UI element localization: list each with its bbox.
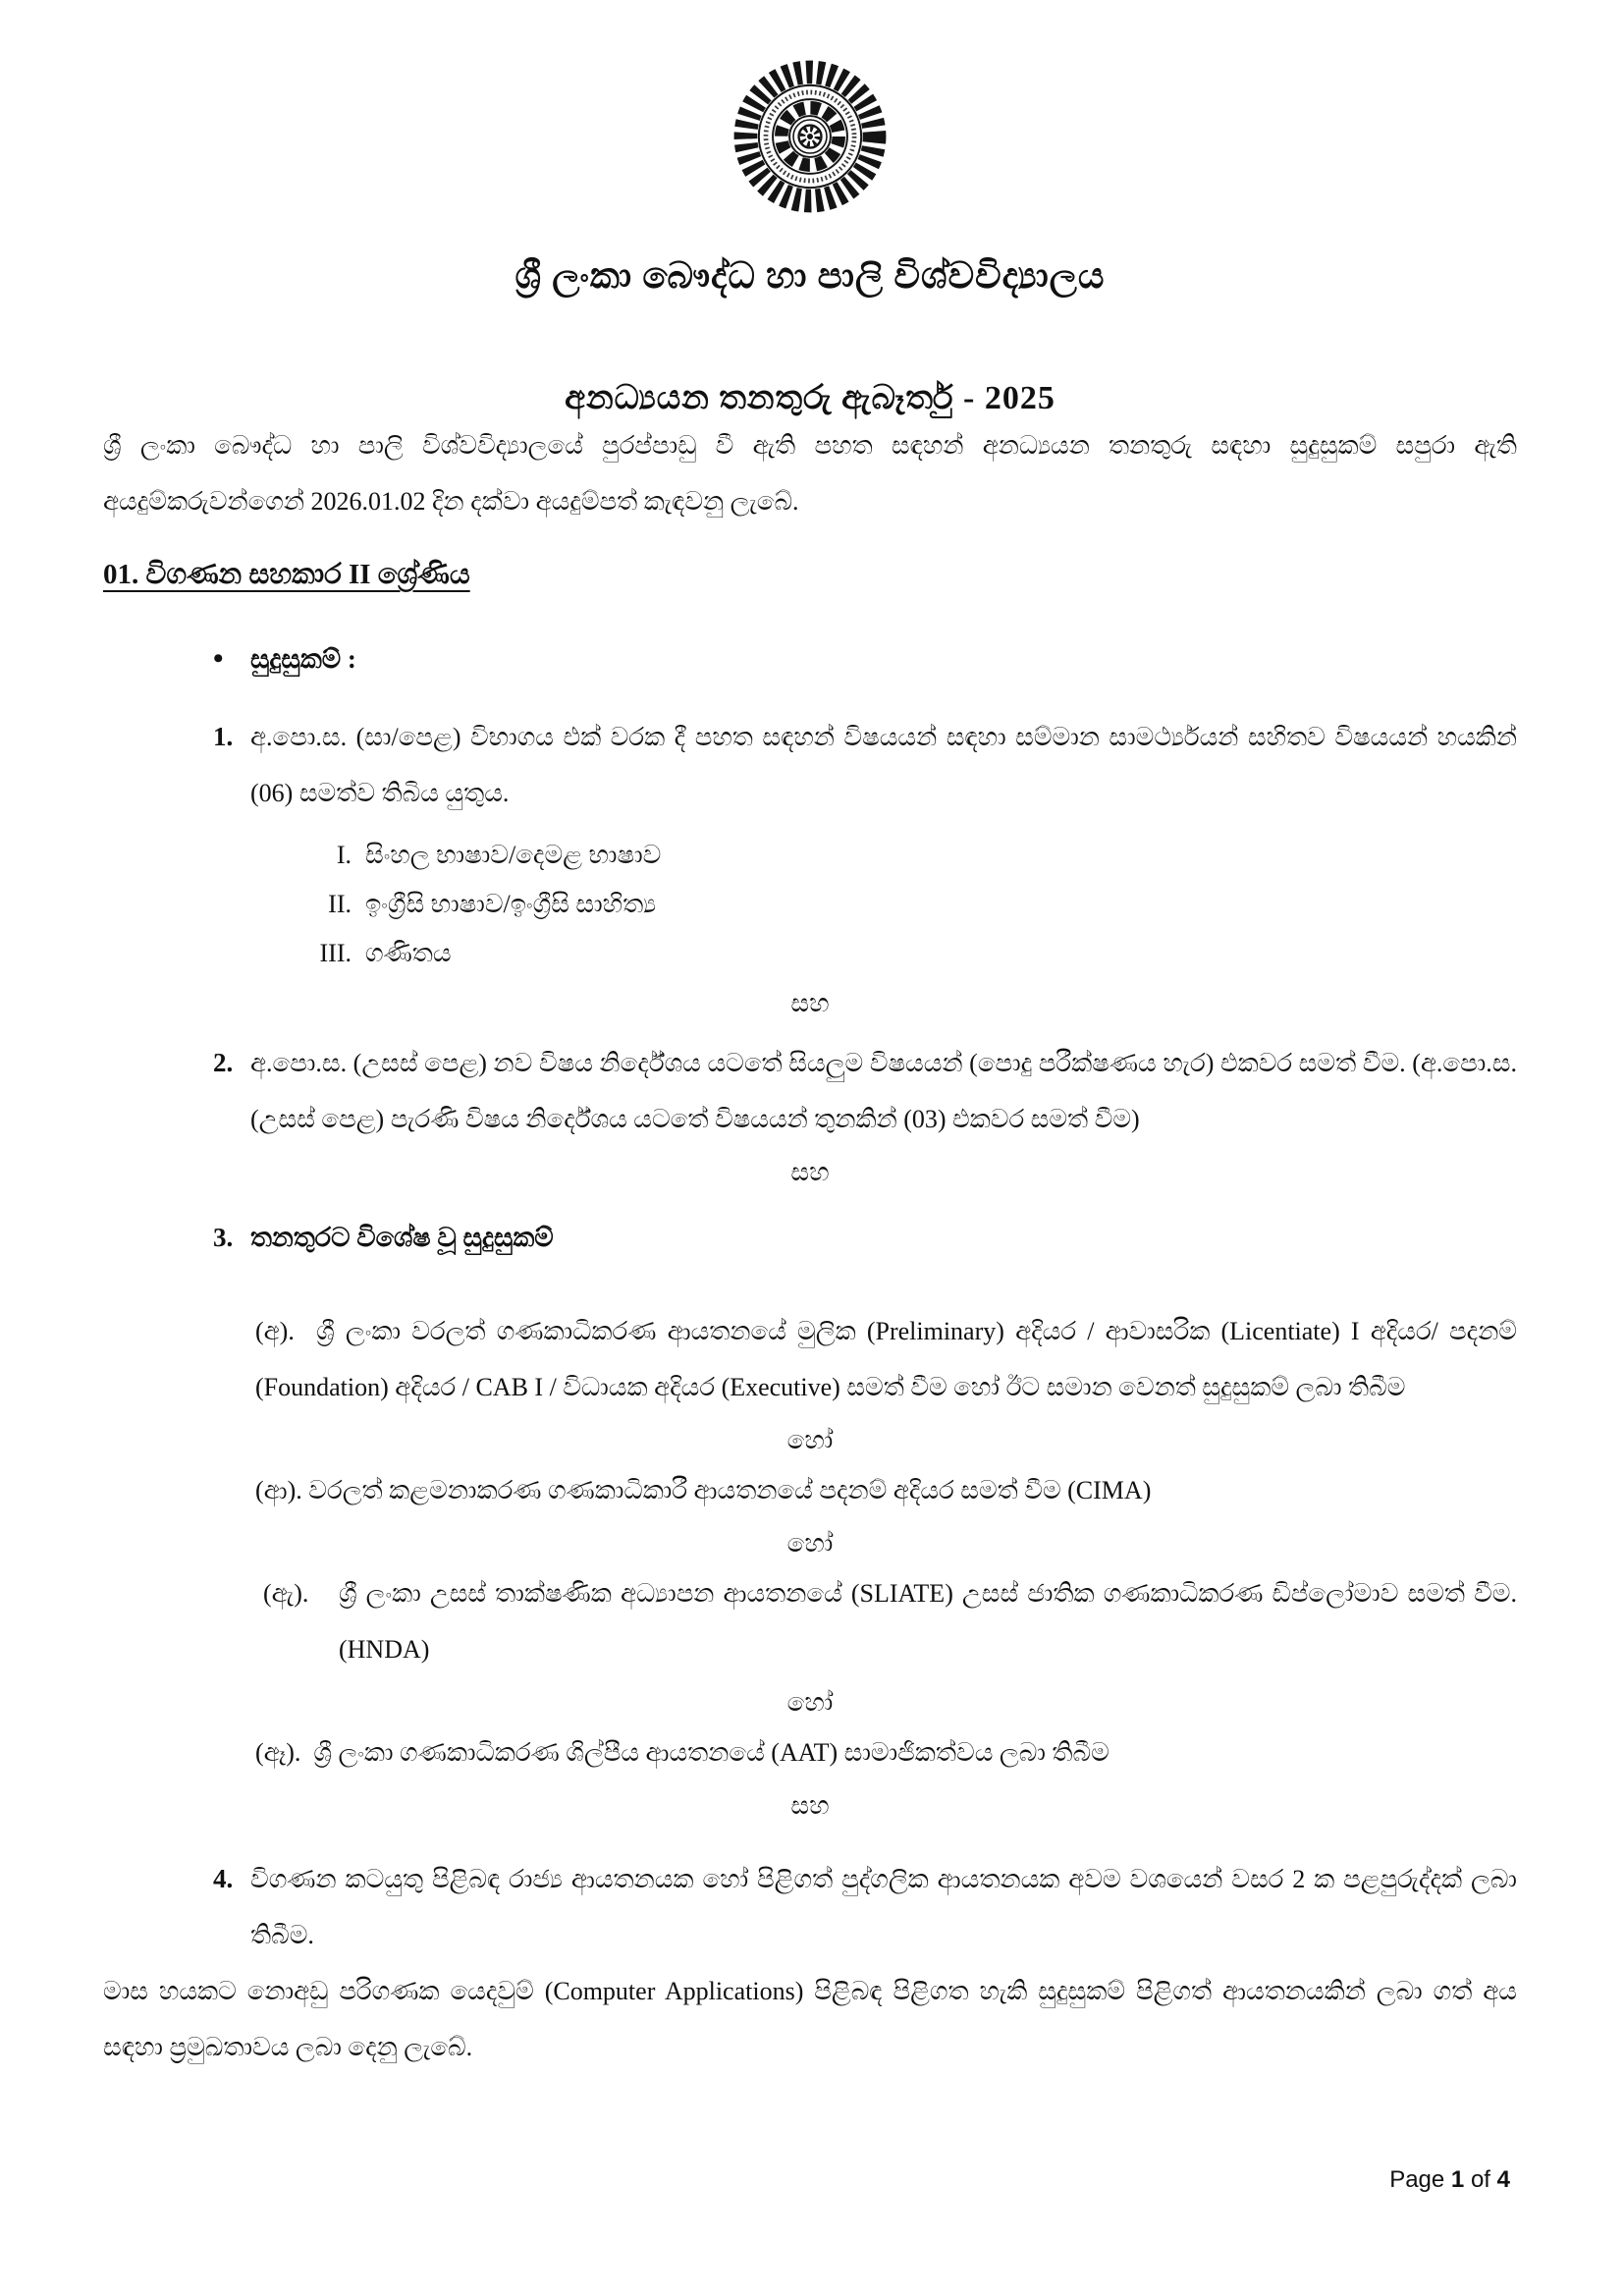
qualification-item-4 — [103, 1851, 1517, 1963]
option-a — [103, 1303, 1517, 1415]
option-d — [103, 1724, 1517, 1780]
option-label: (ඇ). — [263, 1579, 309, 1608]
page-footer — [1389, 2166, 1510, 2194]
item-number: 4. — [213, 1864, 234, 1893]
option-b — [103, 1462, 1517, 1518]
connector-or: හෝ — [786, 1529, 834, 1558]
qualification-item-2 — [103, 1035, 1517, 1147]
subject-text: ගණිතය — [365, 939, 452, 967]
connector-and: සහ — [790, 1791, 830, 1820]
connector-and: සහ — [790, 1158, 830, 1186]
item3-heading-text: තනතුරට විශේෂ වූ සුදුසුකම් — [250, 1223, 554, 1252]
connector-and: සහ — [790, 989, 830, 1017]
connector-or: හෝ — [786, 1426, 834, 1454]
connector-or: හෝ — [786, 1688, 834, 1717]
qualification-item-1 — [103, 709, 1517, 821]
closing-paragraph: මාස හයකට නොඅඩු පරිගණක යෙදවුම් (Computer Applications) පිළිබඳ පිළිගත හැකි සුදුසුකම් පිළිගත් ආයතනයකින් ලබා ගත් අය සඳහා ප්‍රමුඛතාවය ලබා දෙනු ලැබේ. — [103, 1977, 1517, 2061]
footer-page-number: 1 — [1450, 2166, 1465, 2193]
qualifications-label-row — [103, 642, 1517, 676]
bullet-icon: • — [213, 642, 224, 675]
footer-of-word: of — [1470, 2166, 1490, 2193]
item-number: 1. — [213, 722, 234, 751]
footer-page-word: Page — [1389, 2166, 1445, 2193]
subject-row — [103, 831, 1517, 880]
option-label: (ඈ). — [255, 1738, 301, 1767]
qualifications-label: සුදුසුකම් : — [250, 644, 356, 674]
subject-row — [103, 880, 1517, 929]
item-number: 2. — [213, 1048, 234, 1077]
option-text: (අ). ශ්‍රී ලංකා වරලත් ගණකාධිකරණ ආයතනයේ මුලික (Preliminary) අදියර / ආවාසරික (Licentiate) I අදියර/ පදනම් (Foundation) අදියර / CAB I / විධායක අදියර (Executive) සමත් වීම හෝ ඊට සමාන වෙනත් සුදුසුකම් ලබා තිබීම — [255, 1317, 1517, 1401]
item-number: 3. — [213, 1223, 234, 1252]
option-text: (ආ). වරලත් කළමනාකරණ ගණකාධිකාරී ආයතනයේ පදනම් අදියර සමත් වීම (CIMA) — [255, 1476, 1152, 1504]
option-label: (අ). — [255, 1317, 295, 1345]
subject-numeral: II. — [328, 890, 352, 918]
footer-total-pages: 4 — [1496, 2166, 1510, 2193]
qualification-item-3-heading — [103, 1210, 1517, 1266]
subject-row — [103, 929, 1517, 978]
university-name: ශ්‍රී ලංකා බෞද්ධ හා පාලි විශ්වවිද්‍යාලය — [514, 256, 1106, 297]
option-text: ශ්‍රී ලංකා උසස් තාක්ෂණික අධ්‍යාපන ආයතනයේ (SLIATE) උසස් ජාතික ගණකාධිකරණ ඩිප්ලෝමාව සමත් වීම. (HNDA) — [339, 1579, 1517, 1664]
item-text: විගණන කටයුතු පිළිබඳ රාජ්‍ය ආයතනයක හෝ පිළිගත් පුද්ගලික ආයතනයක අවම වශයෙන් වසර 2 ක පළපුරුද්දක් ලබා තිබීම. — [250, 1865, 1517, 1949]
subject-text: ඉංග්‍රීසි භාෂාව/ඉංග්‍රීසි සාහිත්‍ය — [365, 890, 657, 918]
subject-text: සිංහල භාෂාව/දෙමළ භාෂාව — [365, 841, 662, 869]
logo-row — [103, 0, 1517, 216]
option-c — [103, 1565, 1517, 1677]
option-label: (ආ). — [255, 1476, 302, 1504]
item-text: අ.පො.ස. (උසස් පෙළ) නව විෂය නිර්දේශය යටතේ සියලුම විෂයයන් (පොදු පරීක්ෂණය හැර) එකවර සමත් වීම. (අ.පො.ස. (උසස් පෙළ) පැරණි විෂය නිර්දේශය යටතේ විෂයයන් තුනකින් (03) එකවර සමත් වීම) — [250, 1049, 1517, 1133]
subject-numeral: III. — [319, 939, 352, 967]
intro-paragraph: ශ්‍රී ලංකා බෞද්ධ හා පාලි විශ්වවිද්‍යාලයේ පුරප්පාඩු වී ඇති පහත සඳහන් අනධ්‍යයන තනතුරු සඳහා සුදුසුකම් සපුරා ඇති අයදුම්කරුවන්ගෙන් 2026.01.02 දින දක්වා අයදුම්පත් කැඳවනු ලැබේ. — [103, 431, 1517, 516]
item-text: අ.පො.ස. (සා/පෙළ) විභාගය එක් වරක දී පහත සඳහන් විෂයයන් සඳහා සම්මාන සාමර්ථ්‍යයන් සහිතව විෂයයන් හයකින් (06) සමත්ව තිබිය යුතුය. — [250, 723, 1517, 807]
subject-numeral: I. — [336, 841, 352, 869]
subject-list — [103, 831, 1517, 978]
option-text: (ඈ). ශ්‍රී ලංකා ගණකාධිකරණ ශිල්පීය ආයතනයේ (AAT) සාමාජිකත්වය ලබා තිබීම — [255, 1738, 1110, 1767]
university-seal-logo — [732, 59, 888, 214]
section-heading: 01. විගණන සහකාර II ශ්‍රේණිය — [103, 559, 470, 590]
notice-title: අනධ්‍යයන තනතුරු ඇබෑර්තු - 2025 — [565, 380, 1056, 416]
